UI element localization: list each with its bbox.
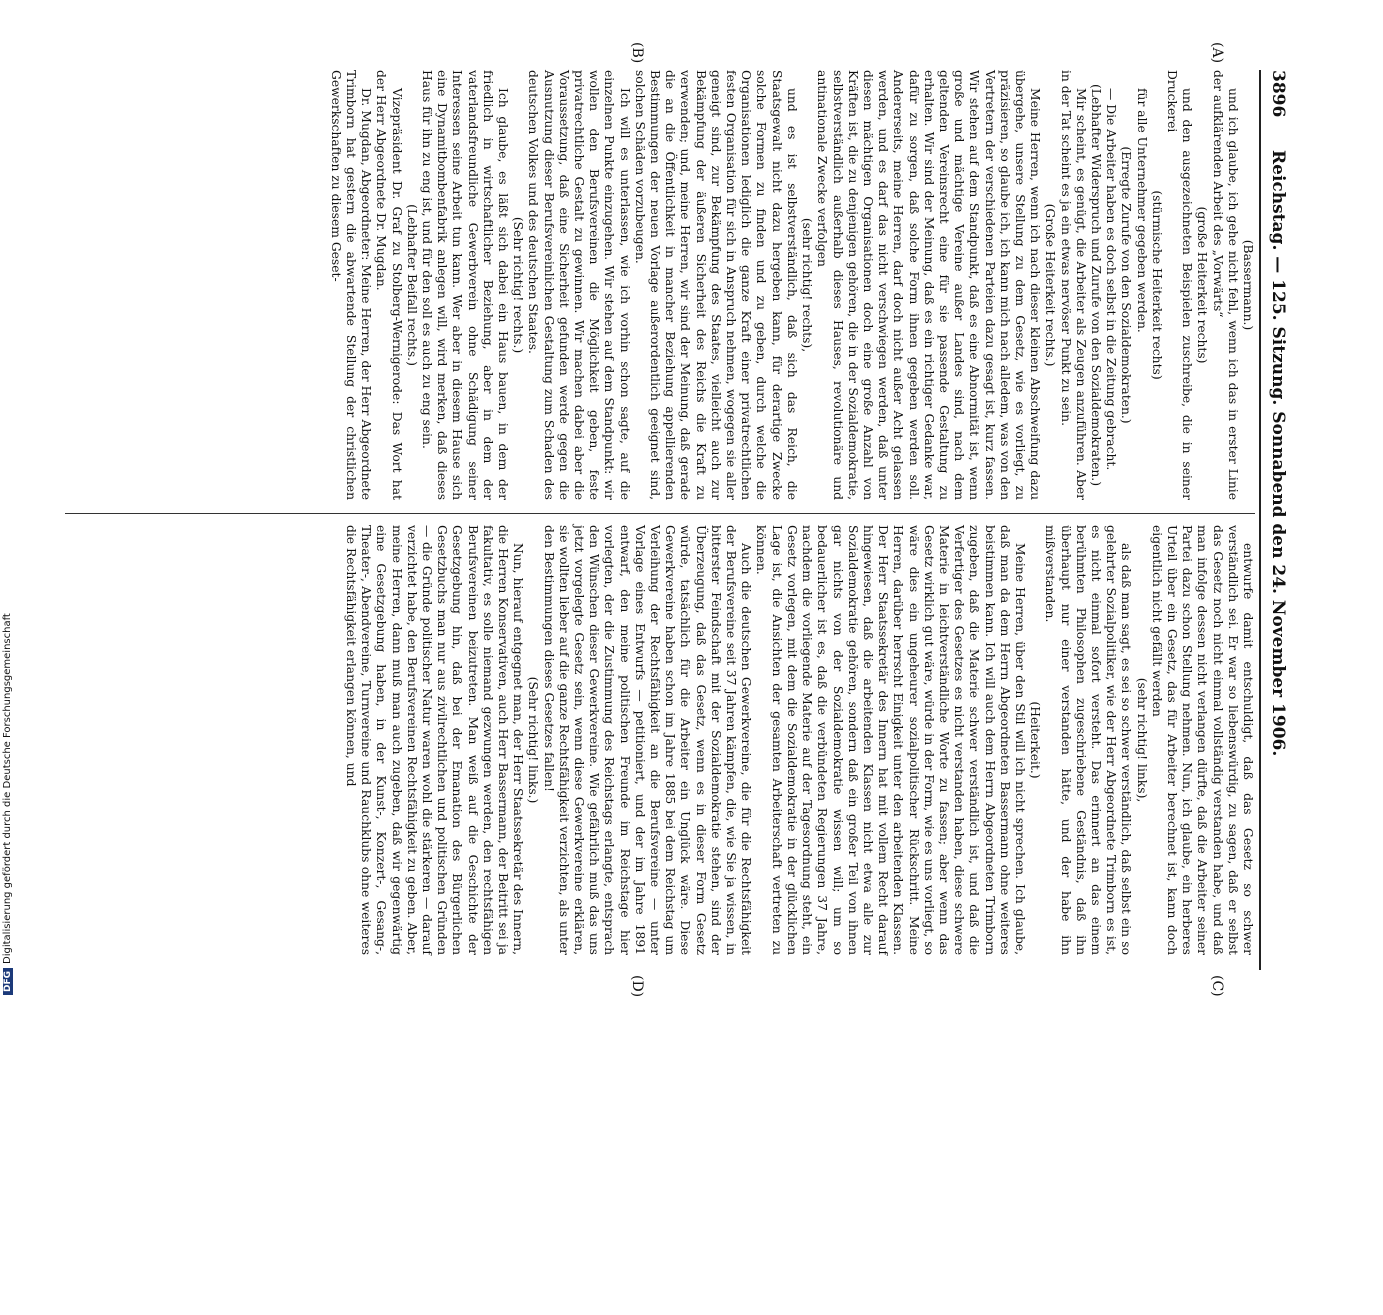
paragraph: und es ist selbstverständlich, daß sich das Reich, die Staatsgewalt nicht dazu hergeben kann, für derartige Zwecke solche Formen zu finden und zu geben, durch welche die Organisationen lediglich die ganze Kraft einer privatrechtlichen festen Organisation für sich in Anspruch nehmen, wogegen sie aller geneigt sind, zur Bekämpfung des Staates, vielleicht auch zur Bekämpfung der äußeren Sicherheit des Reichs die Kraft zu verwenden; und, meine Herren, wir sind der Meinung, daß gerade die an die Öffentlichkeit in mancher Beziehung appellierenden Bestimmungen der neuen Vorlage außerordentlich geeignet sind, solchen Schäden vorzubeugen. <box>632 70 799 500</box>
page-number: 3896 <box>1268 70 1288 118</box>
interjection: (Lebhafter Beifall rechts.) <box>404 204 419 366</box>
interjection: (sehr richtig! links), <box>1134 677 1149 803</box>
paragraph: als daß man sagt, es sei so schwer verständlich, daß selbst ein so gelehrter Sozialpolitiker, wie der Herr Abgeordnete Trimborn es ist, es nicht einmal sofort versteht. Das erinnert an das einem berühmten Philosophen zugeschriebene Geständnis, daß ihn überhaupt nur einer verstanden hätte, und der habe ihn mißverstanden. <box>1043 525 1134 955</box>
interjection: (Bassermann.) <box>1241 239 1255 331</box>
paragraph: Mir scheint, es genügt, die Arbeiter als Zeugen anzuführen. Aber in der Tat scheint es ja ein etwas nervöser Punkt zu sein. <box>1058 70 1088 500</box>
paragraph: Auch die deutschen Gewerkvereine, die für die Rechtsfähigkeit der Berufsvereine seit 37 Jahren kämpfen, die, wie Sie ja wissen, in bitterster Feindschaft mit der Sozialdemokratie stehen, sind der Überzeugung, daß das Gesetz, wenn es in dieser Form Gesetz würde, tatsächlich für die Arbeiter ein Unglück wäre. Diese Gewerkvereine haben schon im Jahre 1885 bei dem Reichstag um Verleihung der Rechtsfähigkeit an die Berufsvereine — unter Vorlage eines Entwurfs — petitioniert, und der im Jahre 1891 entwarf, den meine politischen Freunde im Reichstage hier vorlegten, der die Zustimmung des Reichstags erlangte, entsprach den Wünschen dieser Gewerkvereine. Wie gefährlich muß das uns jetzt vorgelegte Gesetz sein, wenn diese Gewerkvereine erklären, sie wollten lieber auf die ganze Rechtsfähigkeit verzichten, als unter den Bestimmungen dieses Gesetzes fallen! <box>541 525 754 955</box>
interjection: (stürmische Heiterkeit rechts) <box>1149 190 1164 380</box>
margin-mark-a: (A) <box>1209 42 1225 64</box>
margin-mark-c: (C) <box>1209 975 1225 997</box>
rotated-page-content <box>328 42 1295 1315</box>
paragraph: Ich will es unterlassen, wie ich vorhin schon sagte, auf die einzelnen Punkte einzugehen. Wir stehen auf dem Standpunkt: wir wollen den Berufsvereinen die Möglichkeit geben, feste privatrechtliche Gestalt zu gewinnen. Wir machen dabei aber die Voraussetzung, daß eine Sicherheit gefunden werde gegen die Ausnutzung dieser Berufsvereinlichen Gestaltung zum Schaden des deutschen Volkes und des deutschen Staates. <box>526 70 632 500</box>
paragraph: Nun, hierauf entgegnet man, der Herr Staatssekretär des Innern, die Herren Konservativen, auch Herr Bassermann, der Beitritt sei ja fakultativ, es solle niemand gezwungen werden, den rechtsfähigen Berufsvereinen beizutreten. Man weiß auf die Geschichte der Gesetzgebung hin, daß bei der Emanation des Bürgerlichen Gesetzbuchs man nur aus zivilrechtlichen und politischen Gründen — die Gründe politischer Natur waren wohl die stärkeren — darauf verzichtet habe, den Berufsvereinen Rechtsfähigkeit zu geben. Aber, meine Herren, dann muß man auch zugeben, daß wir gegenwärtig eine Gesetzgebung haben, in der Kunst-, Konzert-, Gesang-, Theater-, Abendvereine, Turnvereine und Rauchklubs ohne weiteres die Rechtsfähigkeit erlangen können, und <box>344 525 526 955</box>
column-divider <box>65 513 1255 514</box>
paragraph: Dr. Mugdan, Abgeordneter: Meine Herren, der Herr Abgeordnete Trimborn hat gestern die abwartende Stellung der christlichen Gewerkschaften zu diesem Geset- <box>328 70 374 500</box>
interjection: (Lebhafter Widerspruch und Zurufe von den Sozialdemokraten.) <box>1088 84 1103 486</box>
paragraph: für alle Unternehmer gegeben werden. <box>1134 88 1149 333</box>
running-title: Reichstag. — 125. Sitzung. Sonnabend den 24. November 1906. <box>1268 150 1288 757</box>
paragraph: entwurfe damit entschuldigt, daß das Gesetz so schwer verständlich sei. Er war so liebenswürdig, zu sagen, daß er selbst das Gesetz noch nicht einmal vollständig verstanden habe, und daß man infolge dessen nicht verlangen dürfte, daß die Arbeiter seiner Partei dazu schon Stellung nehmen. Nun, ich glaube, ein herberes Urteil über ein Gesetz, das für Arbeiter berechnet ist, kann doch eigentlich nicht gefällt werden <box>1149 525 1255 955</box>
paragraph: — Die Arbeiter haben es doch selbst in die Zeitung gebracht. <box>1104 88 1119 471</box>
interjection: (Sehr richtig! rechts.) <box>511 216 526 354</box>
margin-mark-d: (D) <box>629 975 645 998</box>
digitization-note <box>2 600 18 995</box>
interjection: (sehr richtig! rechts), <box>800 217 815 353</box>
dfg-logo: DFG <box>3 968 13 995</box>
interjection: (Sehr richtig! links.) <box>526 676 541 804</box>
paragraph: Ich glaube, es läßt sich dabei ein Haus bauen, in dem der friedlich in wirtschaftlicher Beziehung, aber in dem der vaterlandsfreundliche Gewerbverein ohne Schädigung seiner Interessen seine Arbeit tun kann. Wer aber in diesem Hause sich eine Dynamitbombenfabrik anlegen will, wird merken, daß dieses Haus für ihn zu eng ist, und für den soll es auch zu eng sein. <box>420 70 511 500</box>
paragraph: Meine Herren, wenn ich nach dieser kleinen Abschweifung dazu übergehe, unsere Stellung zu dem Gesetz, wie es vorliegt, zu präzisieren, so glaube ich, ich kann mich nach alledem, was von den Vertretern der verschiedenen Parteien dazu gesagt ist, kurz fassen. Wir stehen auf dem Standpunkt, daß es eine Abnormität ist, wenn große und mächtige Vereine außer Landes sind, nach dem geltenden Vereinsrecht eine für sie passende Gestaltung zu erhalten. Wir sind der Meinung, daß es ein richtiger Gedanke war, dafür zu sorgen, daß solche Form ihnen gegeben werden soll. Andererseits, meine Herren, darf doch nicht außer Acht gelassen werden, und es darf das nicht verschwiegen werden, daß unter diesen mächtigen Organisationen doch eine große Anzahl von Kräften ist, die zu denjenigen gehören, die in der Sozialdemokratie, selbstverständlich außerhalb dieses Hauses, revolutionäre und antinationale Zwecke verfolgen <box>815 70 1043 500</box>
interjection: (Heiterkeit.) <box>1028 701 1043 779</box>
right-column <box>343 525 1255 955</box>
paragraph: Vizepräsident Dr. Graf zu Stolberg-Wernigerode: Das Wort hat der Herr Abgeordnete Dr. Mugdan. <box>374 70 404 500</box>
interjection: (Große Heiterkeit rechts.) <box>1043 203 1058 367</box>
left-column <box>328 70 1255 500</box>
digitization-credit: Digitalisierung gefördert durch die Deutsche Forschungsgemeinschaft <box>2 613 13 964</box>
interjection: (Erregte Zurufe von den Sozialdemokraten.) <box>1119 146 1134 424</box>
paragraph: und den ausgezeichneten Beispielen zuschreibe, die in seiner Druckerei <box>1164 70 1195 500</box>
interjection: (große Heiterkeit rechts) <box>1195 206 1210 364</box>
paragraph: und ich glaube, ich gehe nicht fehl, wenn ich das in erster Linie der aufklärenden Arbeit des „Vorwärts“ <box>1210 70 1240 500</box>
margin-mark-b: (B) <box>629 42 645 64</box>
paragraph: Meine Herren, über den Stil will ich nicht sprechen. Ich glaube, daß man da dem Herrn Abgeordneten Bassermann ohne weiteres beistimmen kann. Ich will auch dem Herrn Abgeordneten Trimborn zugeben, daß die Materie schwer verständlich ist, und daß die Verfertiger des Gesetzes es nicht verstanden haben, diese schwere Materie in leichtverständliche Worte zu fassen; aber wenn das Gesetz wirklich gut wäre, würde in der Form, wie es uns vorliegt, so wäre dies ein ungeheurer sozialpolitischer Rückschritt. Meine Herren, darüber herrscht Einigkeit unter den arbeitenden Klassen. Der Herr Staatssekretär des Innern hat mit vollem Recht darauf hingewiesen, daß die arbeitenden Klassen nicht etwa alle zur Sozialdemokratie gehören, sondern daß ein großer Teil von ihnen gar nichts von der Sozialdemokratie wissen will; um so bedauerlicher ist es, daß die verbündeten Regierungen 37 Jahre, nachdem die vorliegende Materie auf der Tagesordnung steht, ein Gesetz vorlegen, mit dem die Sozialdemokratie in der glücklichen Lage ist, die Ansichten der gesamten Arbeiterschaft vertreten zu können. <box>754 525 1027 955</box>
page-header <box>1259 70 1295 970</box>
